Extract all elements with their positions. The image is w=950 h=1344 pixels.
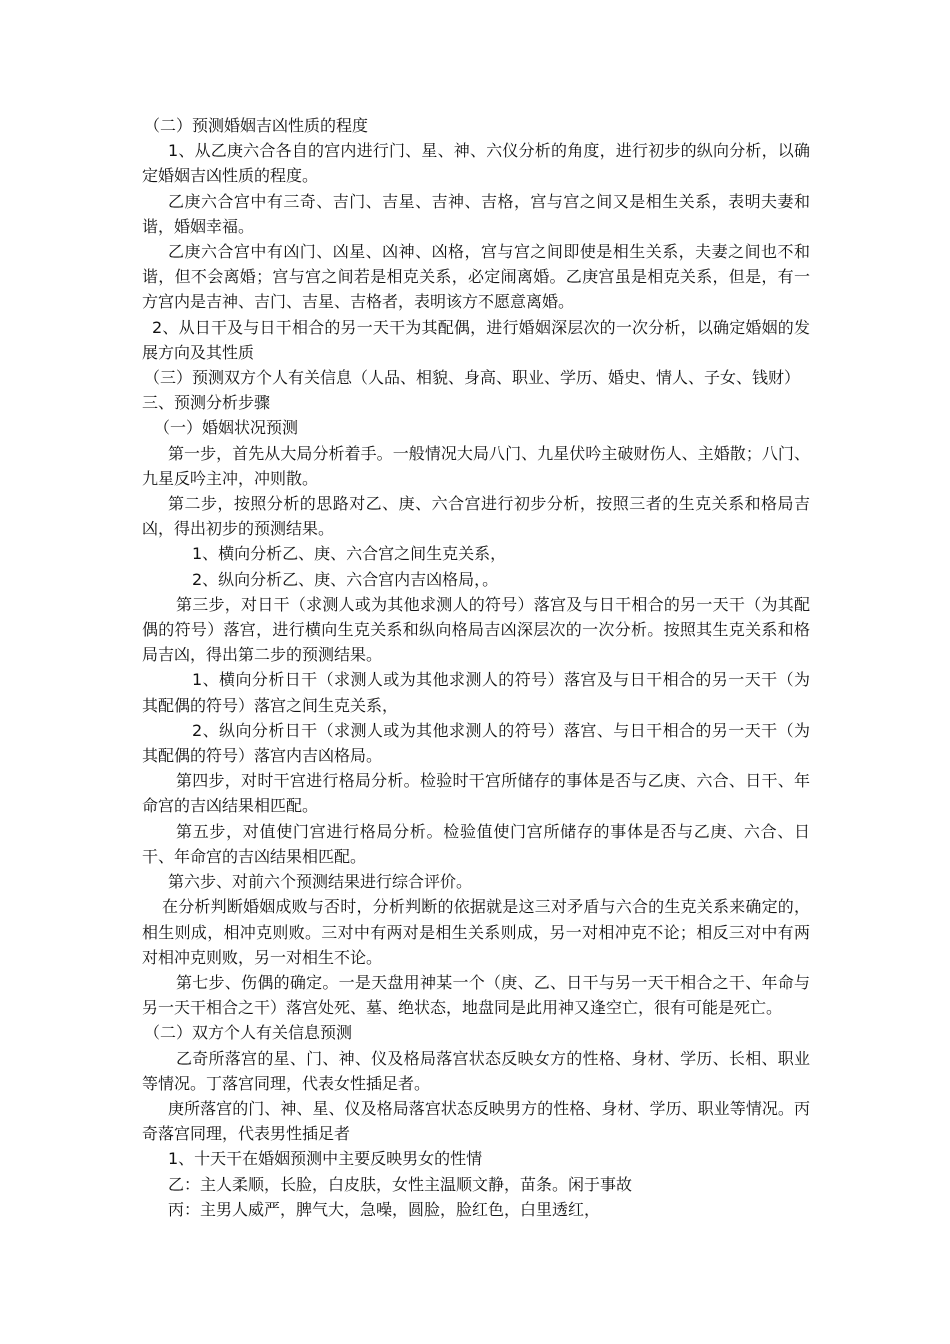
paragraph: 2、从日干及与日干相合的另一天干为其配偶，进行婚姻深层次的一次分析，以确定婚姻的发展方向及其性质 [142, 317, 810, 362]
paragraph: （三）预测双方个人有关信息（人品、相貌、身高、职业、学历、婚史、情人、子女、钱财） [144, 368, 801, 388]
paragraph: 乙：主人柔顺，长脸，白皮肤，女性主温顺文静，苗条。闲于事故 [168, 1174, 633, 1194]
paragraph: 第七步、伤偶的确定。一是天盘用神某一个（庚、乙、日干与另一天干相合之干、年命与另一天干相合之干）落宫处死、墓、绝状态，地盘同是此用神又逢空亡，很有可能是死亡。 [142, 972, 810, 1018]
paragraph: （二）双方个人有关信息预测 [144, 1023, 353, 1043]
paragraph: 庚所落宫的门、神、星、仪及格局落宫状态反映男方的性格、身材、学历、职业等情况。丙奇落宫同理，代表男性插足者 [142, 1098, 810, 1144]
paragraph: （一）婚姻状况预测 [154, 418, 299, 438]
paragraph: 第六步、对前六个预测结果进行综合评价。 [168, 872, 473, 892]
paragraph: 第五步，对值使门宫进行格局分析。检验值使门宫所储存的事体是否与乙庚、六合、日干、年命宫的吉凶结果相匹配。 [142, 821, 810, 866]
paragraph: 1、十天干在婚姻预测中主要反映男女的性情 [168, 1149, 483, 1169]
paragraph: 三、预测分析步骤 [142, 393, 271, 413]
paragraph: （二）预测婚姻吉凶性质的程度 [144, 116, 369, 135]
paragraph: 1、横向分析日干（求测人或为其他求测人的符号）落宫及与日干相合的另一天干（为其配偶的符号）落宫之间生克关系， [142, 670, 810, 715]
paragraph: 丙：主男人威严，脾气大，急噪，圆脸，脸红色，白里透红， [168, 1199, 601, 1219]
paragraph: 第一步，首先从大局分析着手。一般情况大局八门、九星伏吟主破财伤人、主婚散；八门、九星反吟主冲，冲则散。 [142, 443, 810, 488]
paragraph: 1、从乙庚六合各自的宫内进行门、星、神、六仪分析的角度，进行初步的纵向分析，以确定婚姻吉凶性质的程度。 [142, 141, 810, 186]
paragraph: 2、纵向分析乙、庚、六合宫内吉凶格局，。 [192, 569, 499, 589]
paragraph: 乙奇所落宫的星、门、神、仪及格局落宫状态反映女方的性格、身材、学历、长相、职业等情况。丁落宫同理，代表女性插足者。 [142, 1048, 810, 1093]
paragraph: 第三步，对日干（求测人或为其他求测人的符号）落宫及与日干相合的另一天干（为其配偶的符号）落宫，进行横向生克关系和纵向格局吉凶深层次的一次分析。按照其生克关系和格局吉凶，得出第二步的预测结果。 [142, 594, 810, 665]
paragraph: 乙庚六合宫中有三奇、吉门、吉星、吉神、吉格，宫与宫之间又是相生关系，表明夫妻和谐，婚姻幸福。 [142, 191, 810, 236]
paragraph: 在分析判断婚姻成败与否时，分析判断的依据就是这三对矛盾与六合的生克关系来确定的，相生则成，相冲克则败。三对中有两对是相生关系则成，另一对相冲克不论；相反三对中有两对相冲克则败，另一对相生不论。 [142, 897, 810, 967]
paragraph: 1、横向分析乙、庚、六合宫之间生克关系， [192, 544, 507, 564]
paragraph: 第二步，按照分析的思路对乙、庚、六合宫进行初步分析，按照三者的生克关系和格局吉凶，得出初步的预测结果。 [142, 494, 810, 539]
paragraph: 乙庚六合宫中有凶门、凶星、凶神、凶格，宫与宫之间即使是相生关系，夫妻之间也不和谐，但不会离婚；宫与宫之间若是相克关系，必定闹离婚。乙庚宫虽是相克关系，但是，有一方宫内是吉神、吉门、吉星、吉格者，表明该方不愿意离婚。 [142, 242, 810, 312]
document-body [142, 113, 810, 1222]
paragraph: 2、纵向分析日干（求测人或为其他求测人的符号）落宫、与日干相合的另一天干（为其配偶的符号）落宫内吉凶格局。 [142, 720, 810, 766]
paragraph: 第四步，对时干宫进行格局分析。检验时干宫所储存的事体是否与乙庚、六合、日干、年命宫的吉凶结果相匹配。 [142, 771, 810, 816]
